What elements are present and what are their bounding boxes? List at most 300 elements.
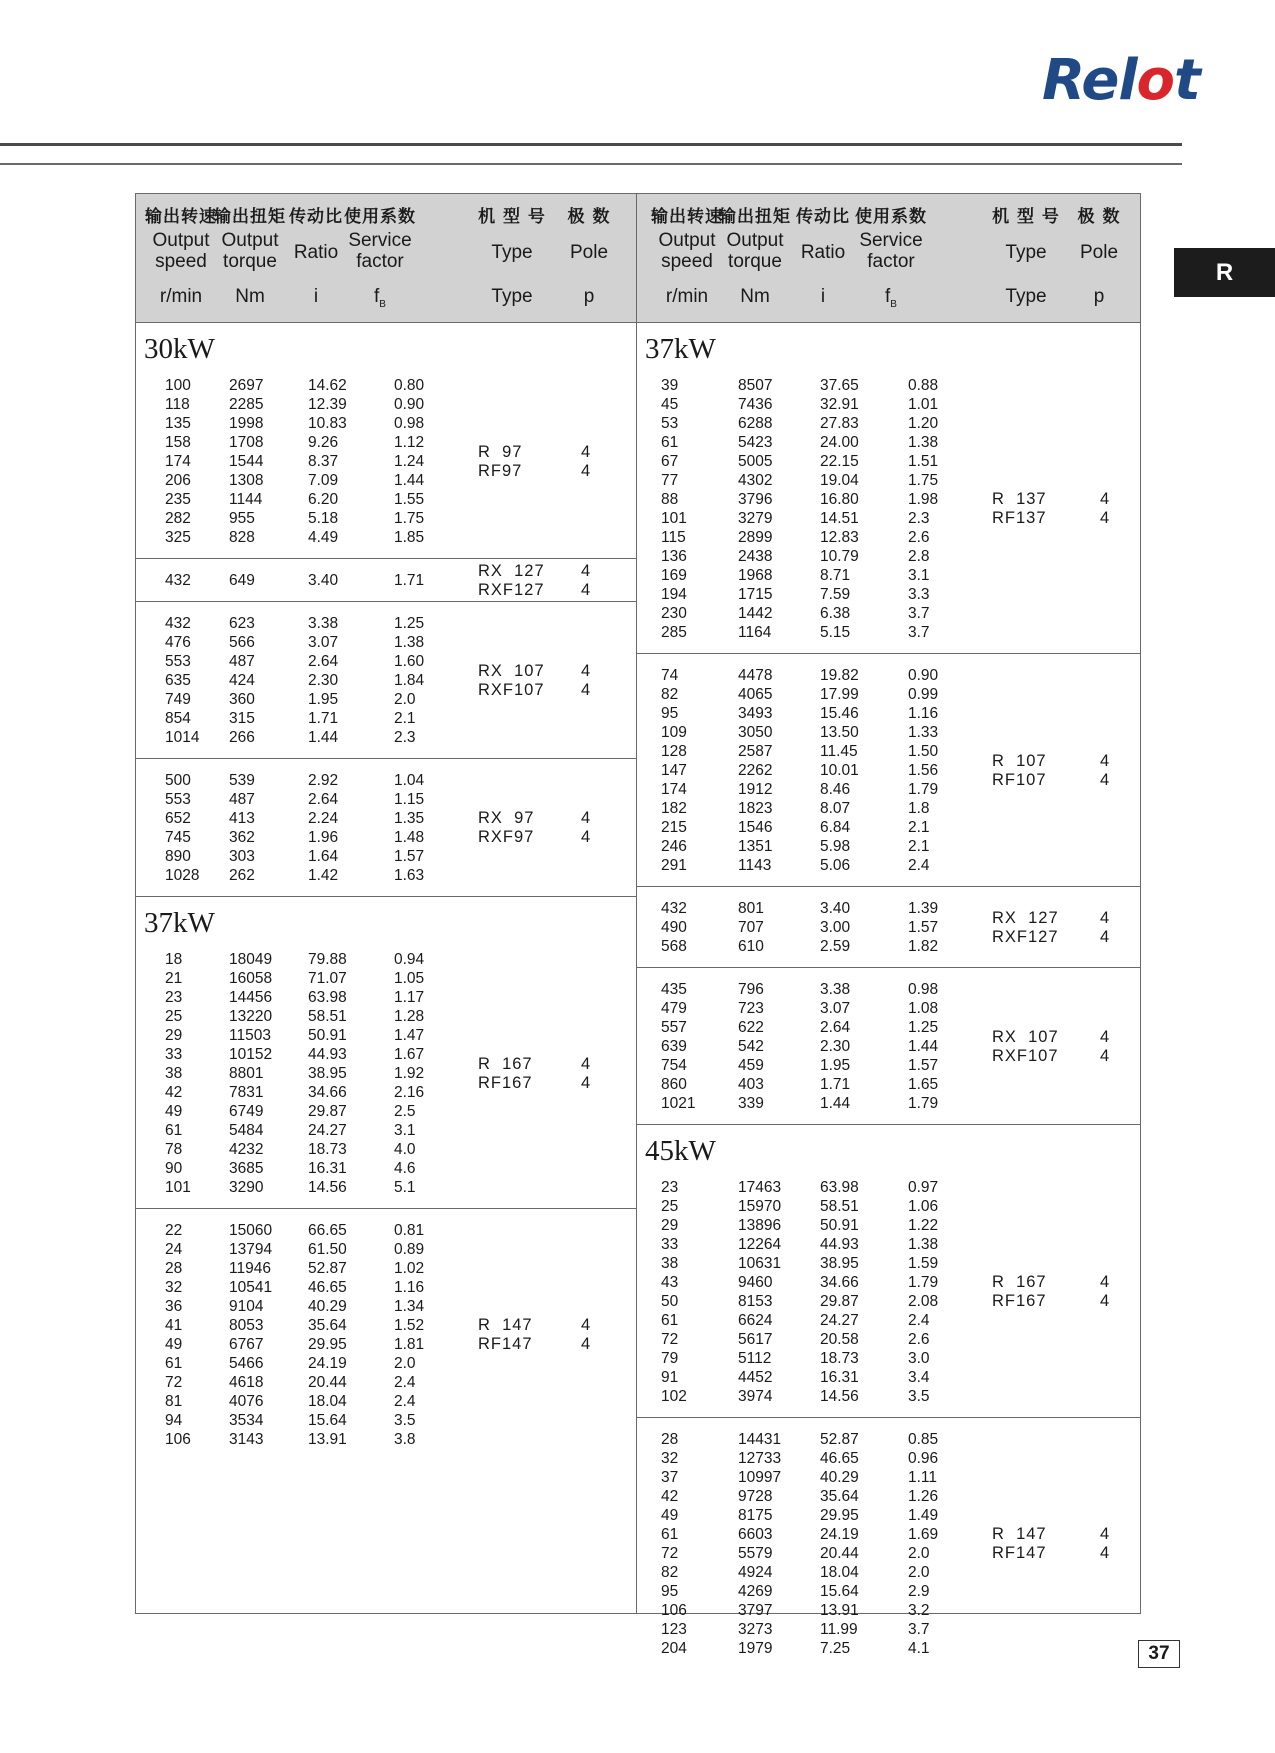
output-speed-cell: 81 bbox=[165, 1393, 183, 1410]
table-row bbox=[637, 856, 1140, 875]
service-factor-cell: 1.85 bbox=[394, 529, 425, 546]
ratio-cell: 2.92 bbox=[308, 772, 339, 789]
header-unit-1: Nm bbox=[235, 286, 265, 307]
output-torque-cell: 11503 bbox=[229, 1027, 271, 1044]
ratio-cell: 5.15 bbox=[820, 624, 851, 641]
ratio-cell: 58.51 bbox=[308, 1008, 347, 1025]
output-torque-cell: 539 bbox=[229, 772, 255, 789]
table-row bbox=[637, 509, 1140, 528]
ratio-cell: 3.38 bbox=[308, 615, 339, 632]
service-factor-cell: 1.84 bbox=[394, 672, 425, 689]
table-row bbox=[136, 1392, 636, 1411]
header-unit-1: Nm bbox=[740, 286, 770, 307]
output-speed-cell: 49 bbox=[165, 1103, 183, 1120]
gearbox-type: R 167 RF167 bbox=[992, 1273, 1047, 1310]
output-torque-cell: 15970 bbox=[738, 1198, 782, 1215]
table-row bbox=[136, 847, 636, 866]
service-factor-cell: 1.11 bbox=[908, 1469, 938, 1486]
output-torque-cell: 3050 bbox=[738, 724, 773, 741]
ratio-cell: 7.09 bbox=[308, 472, 339, 489]
header-unit-3: $f_B$ bbox=[885, 286, 897, 310]
ratio-cell: 9.26 bbox=[308, 434, 339, 451]
output-torque-cell: 542 bbox=[738, 1038, 764, 1055]
output-torque-cell: 339 bbox=[738, 1095, 764, 1112]
ratio-cell: 71.07 bbox=[308, 970, 347, 987]
table-row bbox=[136, 452, 636, 471]
output-torque-cell: 8153 bbox=[738, 1293, 773, 1310]
service-factor-cell: 1.26 bbox=[908, 1488, 939, 1505]
table-row bbox=[136, 671, 636, 690]
output-speed-cell: 33 bbox=[661, 1236, 679, 1253]
output-speed-cell: 215 bbox=[661, 819, 687, 836]
table-header-right bbox=[637, 194, 1140, 323]
ratio-cell: 40.29 bbox=[820, 1469, 859, 1486]
data-rows bbox=[136, 950, 636, 1197]
service-factor-cell: 1.06 bbox=[908, 1198, 939, 1215]
output-speed-cell: 38 bbox=[165, 1065, 183, 1082]
service-factor-cell: 1.12 bbox=[394, 434, 425, 451]
ratio-cell: 2.64 bbox=[308, 653, 339, 670]
data-rows bbox=[136, 771, 636, 885]
ratio-cell: 27.83 bbox=[820, 415, 859, 432]
table-row bbox=[136, 809, 636, 828]
output-speed-cell: 29 bbox=[661, 1217, 679, 1234]
header-cn-4: 机 型 号 bbox=[478, 207, 546, 227]
output-speed-cell: 557 bbox=[661, 1019, 687, 1036]
output-speed-cell: 24 bbox=[165, 1241, 183, 1258]
table-row bbox=[637, 1487, 1140, 1506]
output-torque-cell: 796 bbox=[738, 981, 764, 998]
output-torque-cell: 2587 bbox=[738, 743, 773, 760]
output-torque-cell: 15060 bbox=[229, 1222, 273, 1239]
ratio-cell: 6.84 bbox=[820, 819, 851, 836]
table-row bbox=[136, 950, 636, 969]
service-factor-cell: 3.2 bbox=[908, 1602, 930, 1619]
table-row bbox=[637, 704, 1140, 723]
gearbox-type: R 97 RF97 bbox=[478, 442, 523, 480]
output-torque-cell: 1968 bbox=[738, 567, 773, 584]
output-torque-cell: 1708 bbox=[229, 434, 264, 451]
header-cn-3: 使用系数 bbox=[344, 207, 416, 227]
ratio-cell: 16.31 bbox=[308, 1160, 347, 1177]
service-factor-cell: 1.38 bbox=[394, 634, 425, 651]
output-speed-cell: 38 bbox=[661, 1255, 679, 1272]
left-section-5 bbox=[136, 1209, 636, 1613]
service-factor-cell: 1.38 bbox=[908, 1236, 939, 1253]
output-speed-cell: 37 bbox=[661, 1469, 679, 1486]
output-speed-cell: 53 bbox=[661, 415, 679, 432]
service-factor-cell: 1.47 bbox=[394, 1027, 425, 1044]
output-torque-cell: 1998 bbox=[229, 415, 264, 432]
output-torque-cell: 6624 bbox=[738, 1312, 773, 1329]
service-factor-cell: 1.39 bbox=[908, 900, 939, 917]
table-row bbox=[637, 566, 1140, 585]
output-torque-cell: 5423 bbox=[738, 434, 773, 451]
table-row bbox=[637, 799, 1140, 818]
output-speed-cell: 82 bbox=[661, 1564, 679, 1581]
pole-count: 4 4 bbox=[581, 1054, 591, 1092]
table-row bbox=[637, 623, 1140, 642]
gearbox-type: R 167 RF167 bbox=[478, 1054, 533, 1092]
output-speed-cell: 128 bbox=[661, 743, 687, 760]
service-factor-cell: 3.4 bbox=[908, 1369, 930, 1386]
ratio-cell: 63.98 bbox=[820, 1179, 859, 1196]
output-torque-cell: 13794 bbox=[229, 1241, 273, 1258]
output-speed-cell: 29 bbox=[165, 1027, 183, 1044]
output-speed-cell: 94 bbox=[165, 1412, 183, 1429]
output-torque-cell: 17463 bbox=[738, 1179, 782, 1196]
table-row bbox=[136, 1278, 636, 1297]
output-torque-cell: 12733 bbox=[738, 1450, 782, 1467]
output-torque-cell: 707 bbox=[738, 919, 764, 936]
output-speed-cell: 147 bbox=[661, 762, 687, 779]
service-factor-cell: 4.6 bbox=[394, 1160, 416, 1177]
output-speed-cell: 61 bbox=[661, 1312, 679, 1329]
ratio-cell: 29.87 bbox=[308, 1103, 347, 1120]
ratio-cell: 20.58 bbox=[820, 1331, 859, 1348]
table-row bbox=[637, 1311, 1140, 1330]
table-row bbox=[136, 1430, 636, 1449]
gearbox-type: RX 127 RXF127 bbox=[992, 908, 1059, 946]
output-speed-cell: 860 bbox=[661, 1076, 687, 1093]
left-section-2 bbox=[136, 602, 636, 759]
ratio-cell: 35.64 bbox=[308, 1317, 347, 1334]
data-rows bbox=[136, 571, 636, 590]
table-row bbox=[136, 790, 636, 809]
ratio-cell: 38.95 bbox=[820, 1255, 859, 1272]
table-row bbox=[637, 1563, 1140, 1582]
ratio-cell: 3.00 bbox=[820, 919, 851, 936]
ratio-cell: 13.91 bbox=[820, 1602, 859, 1619]
table-row bbox=[637, 1601, 1140, 1620]
service-factor-cell: 0.85 bbox=[908, 1431, 939, 1448]
output-speed-cell: 49 bbox=[661, 1507, 679, 1524]
output-torque-cell: 1308 bbox=[229, 472, 264, 489]
ratio-cell: 20.44 bbox=[820, 1545, 859, 1562]
output-torque-cell: 7831 bbox=[229, 1084, 264, 1101]
output-speed-cell: 118 bbox=[165, 396, 190, 413]
left-section-1 bbox=[136, 559, 636, 602]
table-row bbox=[637, 723, 1140, 742]
ratio-cell: 11.45 bbox=[820, 743, 858, 760]
output-speed-cell: 500 bbox=[165, 772, 191, 789]
table-row bbox=[136, 1259, 636, 1278]
ratio-cell: 8.46 bbox=[820, 781, 851, 798]
ratio-cell: 18.73 bbox=[820, 1350, 859, 1367]
table-row bbox=[637, 999, 1140, 1018]
header-cn-4: 机 型 号 bbox=[992, 207, 1060, 227]
output-torque-cell: 6767 bbox=[229, 1336, 264, 1353]
output-speed-cell: 77 bbox=[661, 472, 679, 489]
output-torque-cell: 2438 bbox=[738, 548, 773, 565]
output-torque-cell: 3290 bbox=[229, 1179, 264, 1196]
table-row bbox=[637, 1018, 1140, 1037]
service-factor-cell: 1.35 bbox=[394, 810, 425, 827]
service-factor-cell: 3.5 bbox=[908, 1388, 930, 1405]
table-row bbox=[637, 1620, 1140, 1639]
output-speed-cell: 95 bbox=[661, 1583, 679, 1600]
service-factor-cell: 2.4 bbox=[394, 1393, 416, 1410]
output-speed-cell: 28 bbox=[661, 1431, 679, 1448]
service-factor-cell: 1.49 bbox=[908, 1507, 939, 1524]
service-factor-cell: 1.82 bbox=[908, 938, 939, 955]
table-row bbox=[637, 1056, 1140, 1075]
output-speed-cell: 123 bbox=[661, 1621, 687, 1638]
ratio-cell: 46.65 bbox=[820, 1450, 859, 1467]
ratio-cell: 3.40 bbox=[820, 900, 851, 917]
output-torque-cell: 3534 bbox=[229, 1412, 264, 1429]
header-en-3: Service factor bbox=[348, 230, 412, 272]
header-cn-2: 传动比 bbox=[796, 207, 850, 227]
output-torque-cell: 6603 bbox=[738, 1526, 773, 1543]
service-factor-cell: 0.99 bbox=[908, 686, 939, 703]
table-row bbox=[136, 1316, 636, 1335]
output-speed-cell: 32 bbox=[661, 1450, 679, 1467]
ratio-cell: 1.64 bbox=[308, 848, 339, 865]
service-factor-cell: 0.81 bbox=[394, 1222, 425, 1239]
table-row bbox=[637, 685, 1140, 704]
output-speed-cell: 432 bbox=[165, 572, 191, 589]
output-speed-cell: 23 bbox=[165, 989, 183, 1006]
output-speed-cell: 432 bbox=[661, 900, 687, 917]
service-factor-cell: 1.67 bbox=[394, 1046, 425, 1063]
header-cn-0: 输出转速 bbox=[145, 207, 217, 227]
ratio-cell: 24.19 bbox=[308, 1355, 347, 1372]
data-rows bbox=[637, 376, 1140, 642]
selection-table bbox=[135, 193, 1141, 1657]
ratio-cell: 44.93 bbox=[308, 1046, 347, 1063]
service-factor-cell: 1.16 bbox=[908, 705, 939, 722]
table-row bbox=[637, 1525, 1140, 1544]
service-factor-cell: 2.4 bbox=[908, 857, 930, 874]
gearbox-type: R 137 RF137 bbox=[992, 490, 1047, 527]
output-torque-cell: 4269 bbox=[738, 1583, 773, 1600]
table-row bbox=[637, 666, 1140, 685]
service-factor-cell: 1.33 bbox=[908, 724, 939, 741]
output-torque-cell: 6288 bbox=[738, 415, 773, 432]
power-heading: 45kW bbox=[645, 1135, 716, 1167]
table-row bbox=[637, 1037, 1140, 1056]
service-factor-cell: 1.15 bbox=[394, 791, 425, 808]
service-factor-cell: 1.81 bbox=[394, 1336, 425, 1353]
ratio-cell: 8.71 bbox=[820, 567, 851, 584]
output-torque-cell: 4478 bbox=[738, 667, 773, 684]
page-number: 37 bbox=[1138, 1640, 1180, 1668]
output-speed-cell: 109 bbox=[661, 724, 687, 741]
output-torque-cell: 459 bbox=[738, 1057, 764, 1074]
table-row bbox=[637, 528, 1140, 547]
service-factor-cell: 2.3 bbox=[908, 510, 930, 527]
output-speed-cell: 74 bbox=[661, 667, 679, 684]
output-speed-cell: 639 bbox=[661, 1038, 687, 1055]
gearbox-type: R 107 RF107 bbox=[992, 751, 1047, 789]
output-torque-cell: 649 bbox=[229, 572, 255, 589]
ratio-cell: 15.46 bbox=[820, 705, 859, 722]
table-row bbox=[136, 1026, 636, 1045]
pole-count: 4 4 bbox=[1100, 490, 1110, 527]
table-row bbox=[637, 818, 1140, 837]
power-heading: 37kW bbox=[144, 907, 215, 939]
ratio-cell: 16.31 bbox=[820, 1369, 859, 1386]
output-speed-cell: 90 bbox=[165, 1160, 183, 1177]
output-speed-cell: 568 bbox=[661, 938, 687, 955]
data-rows bbox=[637, 1178, 1140, 1406]
header-cn-5: 极 数 bbox=[567, 207, 611, 227]
header-en-1: Output torque bbox=[221, 230, 279, 272]
service-factor-cell: 1.34 bbox=[394, 1298, 425, 1315]
left-section-3 bbox=[136, 759, 636, 897]
ratio-cell: 46.65 bbox=[308, 1279, 347, 1296]
ratio-cell: 13.91 bbox=[308, 1431, 347, 1448]
unit-subscript: B bbox=[379, 298, 386, 310]
header-unit-0: r/min bbox=[159, 286, 203, 307]
service-factor-cell: 2.16 bbox=[394, 1084, 425, 1101]
table-row bbox=[136, 509, 636, 528]
ratio-cell: 18.04 bbox=[820, 1564, 859, 1581]
output-torque-cell: 8053 bbox=[229, 1317, 264, 1334]
output-torque-cell: 9460 bbox=[738, 1274, 773, 1291]
output-speed-cell: 61 bbox=[165, 1355, 183, 1372]
output-torque-cell: 10541 bbox=[229, 1279, 273, 1296]
data-rows bbox=[136, 1221, 636, 1449]
service-factor-cell: 1.04 bbox=[394, 772, 425, 789]
ratio-cell: 44.93 bbox=[820, 1236, 859, 1253]
service-factor-cell: 2.6 bbox=[908, 529, 930, 546]
table-row bbox=[136, 652, 636, 671]
ratio-cell: 12.39 bbox=[308, 396, 347, 413]
output-torque-cell: 4076 bbox=[229, 1393, 264, 1410]
service-factor-cell: 1.44 bbox=[394, 472, 425, 489]
ratio-cell: 5.06 bbox=[820, 857, 851, 874]
table-row bbox=[637, 414, 1140, 433]
table-row bbox=[637, 604, 1140, 623]
header-cn-0: 输出转速 bbox=[651, 207, 723, 227]
table-row bbox=[136, 471, 636, 490]
ratio-cell: 3.07 bbox=[820, 1000, 851, 1017]
output-torque-cell: 5484 bbox=[229, 1122, 264, 1139]
output-speed-cell: 158 bbox=[165, 434, 191, 451]
service-factor-cell: 1.69 bbox=[908, 1526, 939, 1543]
ratio-cell: 14.51 bbox=[820, 510, 859, 527]
output-speed-cell: 43 bbox=[661, 1274, 679, 1291]
ratio-cell: 34.66 bbox=[308, 1084, 347, 1101]
ratio-cell: 1.71 bbox=[308, 710, 339, 727]
ratio-cell: 12.83 bbox=[820, 529, 859, 546]
ratio-cell: 8.07 bbox=[820, 800, 851, 817]
service-factor-cell: 1.98 bbox=[908, 491, 939, 508]
table-row bbox=[136, 376, 636, 395]
output-torque-cell: 1912 bbox=[738, 781, 773, 798]
table-row bbox=[637, 433, 1140, 452]
output-torque-cell: 828 bbox=[229, 529, 255, 546]
gearbox-type: R 147 RF147 bbox=[992, 1525, 1047, 1562]
data-rows bbox=[136, 614, 636, 747]
output-speed-cell: 754 bbox=[661, 1057, 687, 1074]
output-torque-cell: 622 bbox=[738, 1019, 764, 1036]
output-torque-cell: 4618 bbox=[229, 1374, 264, 1391]
service-factor-cell: 2.0 bbox=[394, 1355, 416, 1372]
pole-count: 4 4 bbox=[1100, 1525, 1110, 1562]
output-speed-cell: 61 bbox=[661, 1526, 679, 1543]
table-row bbox=[637, 1368, 1140, 1387]
table-row bbox=[637, 1178, 1140, 1197]
header-unit-4: Type bbox=[491, 286, 533, 307]
service-factor-cell: 0.90 bbox=[394, 396, 425, 413]
output-speed-cell: 174 bbox=[661, 781, 687, 798]
header-en-2: Ratio bbox=[293, 242, 339, 263]
output-speed-cell: 235 bbox=[165, 491, 191, 508]
output-torque-cell: 18049 bbox=[229, 951, 273, 968]
data-rows bbox=[637, 899, 1140, 956]
power-heading: 37kW bbox=[645, 333, 716, 365]
ratio-cell: 1.95 bbox=[308, 691, 339, 708]
output-speed-cell: 72 bbox=[165, 1374, 183, 1391]
output-torque-cell: 7436 bbox=[738, 396, 773, 413]
table-row bbox=[637, 1582, 1140, 1601]
header-en-0: Output speed bbox=[658, 230, 716, 272]
output-speed-cell: 435 bbox=[661, 981, 687, 998]
ratio-cell: 15.64 bbox=[820, 1583, 859, 1600]
table-row bbox=[136, 1083, 636, 1102]
output-torque-cell: 1979 bbox=[738, 1640, 773, 1657]
output-speed-cell: 194 bbox=[661, 586, 687, 603]
output-torque-cell: 13896 bbox=[738, 1217, 782, 1234]
output-torque-cell: 3974 bbox=[738, 1388, 773, 1405]
table-row bbox=[136, 1007, 636, 1026]
ratio-cell: 14.62 bbox=[308, 377, 347, 394]
service-factor-cell: 1.16 bbox=[394, 1279, 425, 1296]
output-torque-cell: 1715 bbox=[738, 586, 773, 603]
table-row bbox=[136, 633, 636, 652]
output-torque-cell: 8507 bbox=[738, 377, 773, 394]
service-factor-cell: 1.57 bbox=[394, 848, 425, 865]
output-speed-cell: 22 bbox=[165, 1222, 183, 1239]
table-row bbox=[637, 1544, 1140, 1563]
table-row bbox=[136, 614, 636, 633]
output-torque-cell: 11946 bbox=[229, 1260, 271, 1277]
table-header-left bbox=[136, 194, 636, 323]
ratio-cell: 50.91 bbox=[820, 1217, 859, 1234]
output-speed-cell: 50 bbox=[661, 1293, 679, 1310]
output-speed-cell: 652 bbox=[165, 810, 191, 827]
ratio-cell: 22.15 bbox=[820, 453, 859, 470]
output-torque-cell: 14456 bbox=[229, 989, 273, 1006]
table-row bbox=[637, 1216, 1140, 1235]
output-torque-cell: 3796 bbox=[738, 491, 773, 508]
output-torque-cell: 1143 bbox=[738, 857, 772, 874]
output-speed-cell: 106 bbox=[661, 1602, 687, 1619]
header-unit-3: $f_B$ bbox=[374, 286, 386, 310]
table-row bbox=[136, 433, 636, 452]
table-row bbox=[637, 376, 1140, 395]
output-speed-cell: 95 bbox=[661, 705, 679, 722]
ratio-cell: 2.59 bbox=[820, 938, 851, 955]
output-speed-cell: 890 bbox=[165, 848, 191, 865]
service-factor-cell: 1.56 bbox=[908, 762, 939, 779]
output-speed-cell: 67 bbox=[661, 453, 679, 470]
output-speed-cell: 100 bbox=[165, 377, 191, 394]
ratio-cell: 3.38 bbox=[820, 981, 851, 998]
unit-subscript: B bbox=[890, 298, 897, 310]
service-factor-cell: 4.0 bbox=[394, 1141, 416, 1158]
output-torque-cell: 10152 bbox=[229, 1046, 273, 1063]
table-row bbox=[136, 1373, 636, 1392]
output-torque-cell: 362 bbox=[229, 829, 255, 846]
header-cn-5: 极 数 bbox=[1077, 207, 1121, 227]
service-factor-cell: 1.92 bbox=[394, 1065, 425, 1082]
table-row bbox=[136, 1221, 636, 1240]
output-speed-cell: 854 bbox=[165, 710, 191, 727]
